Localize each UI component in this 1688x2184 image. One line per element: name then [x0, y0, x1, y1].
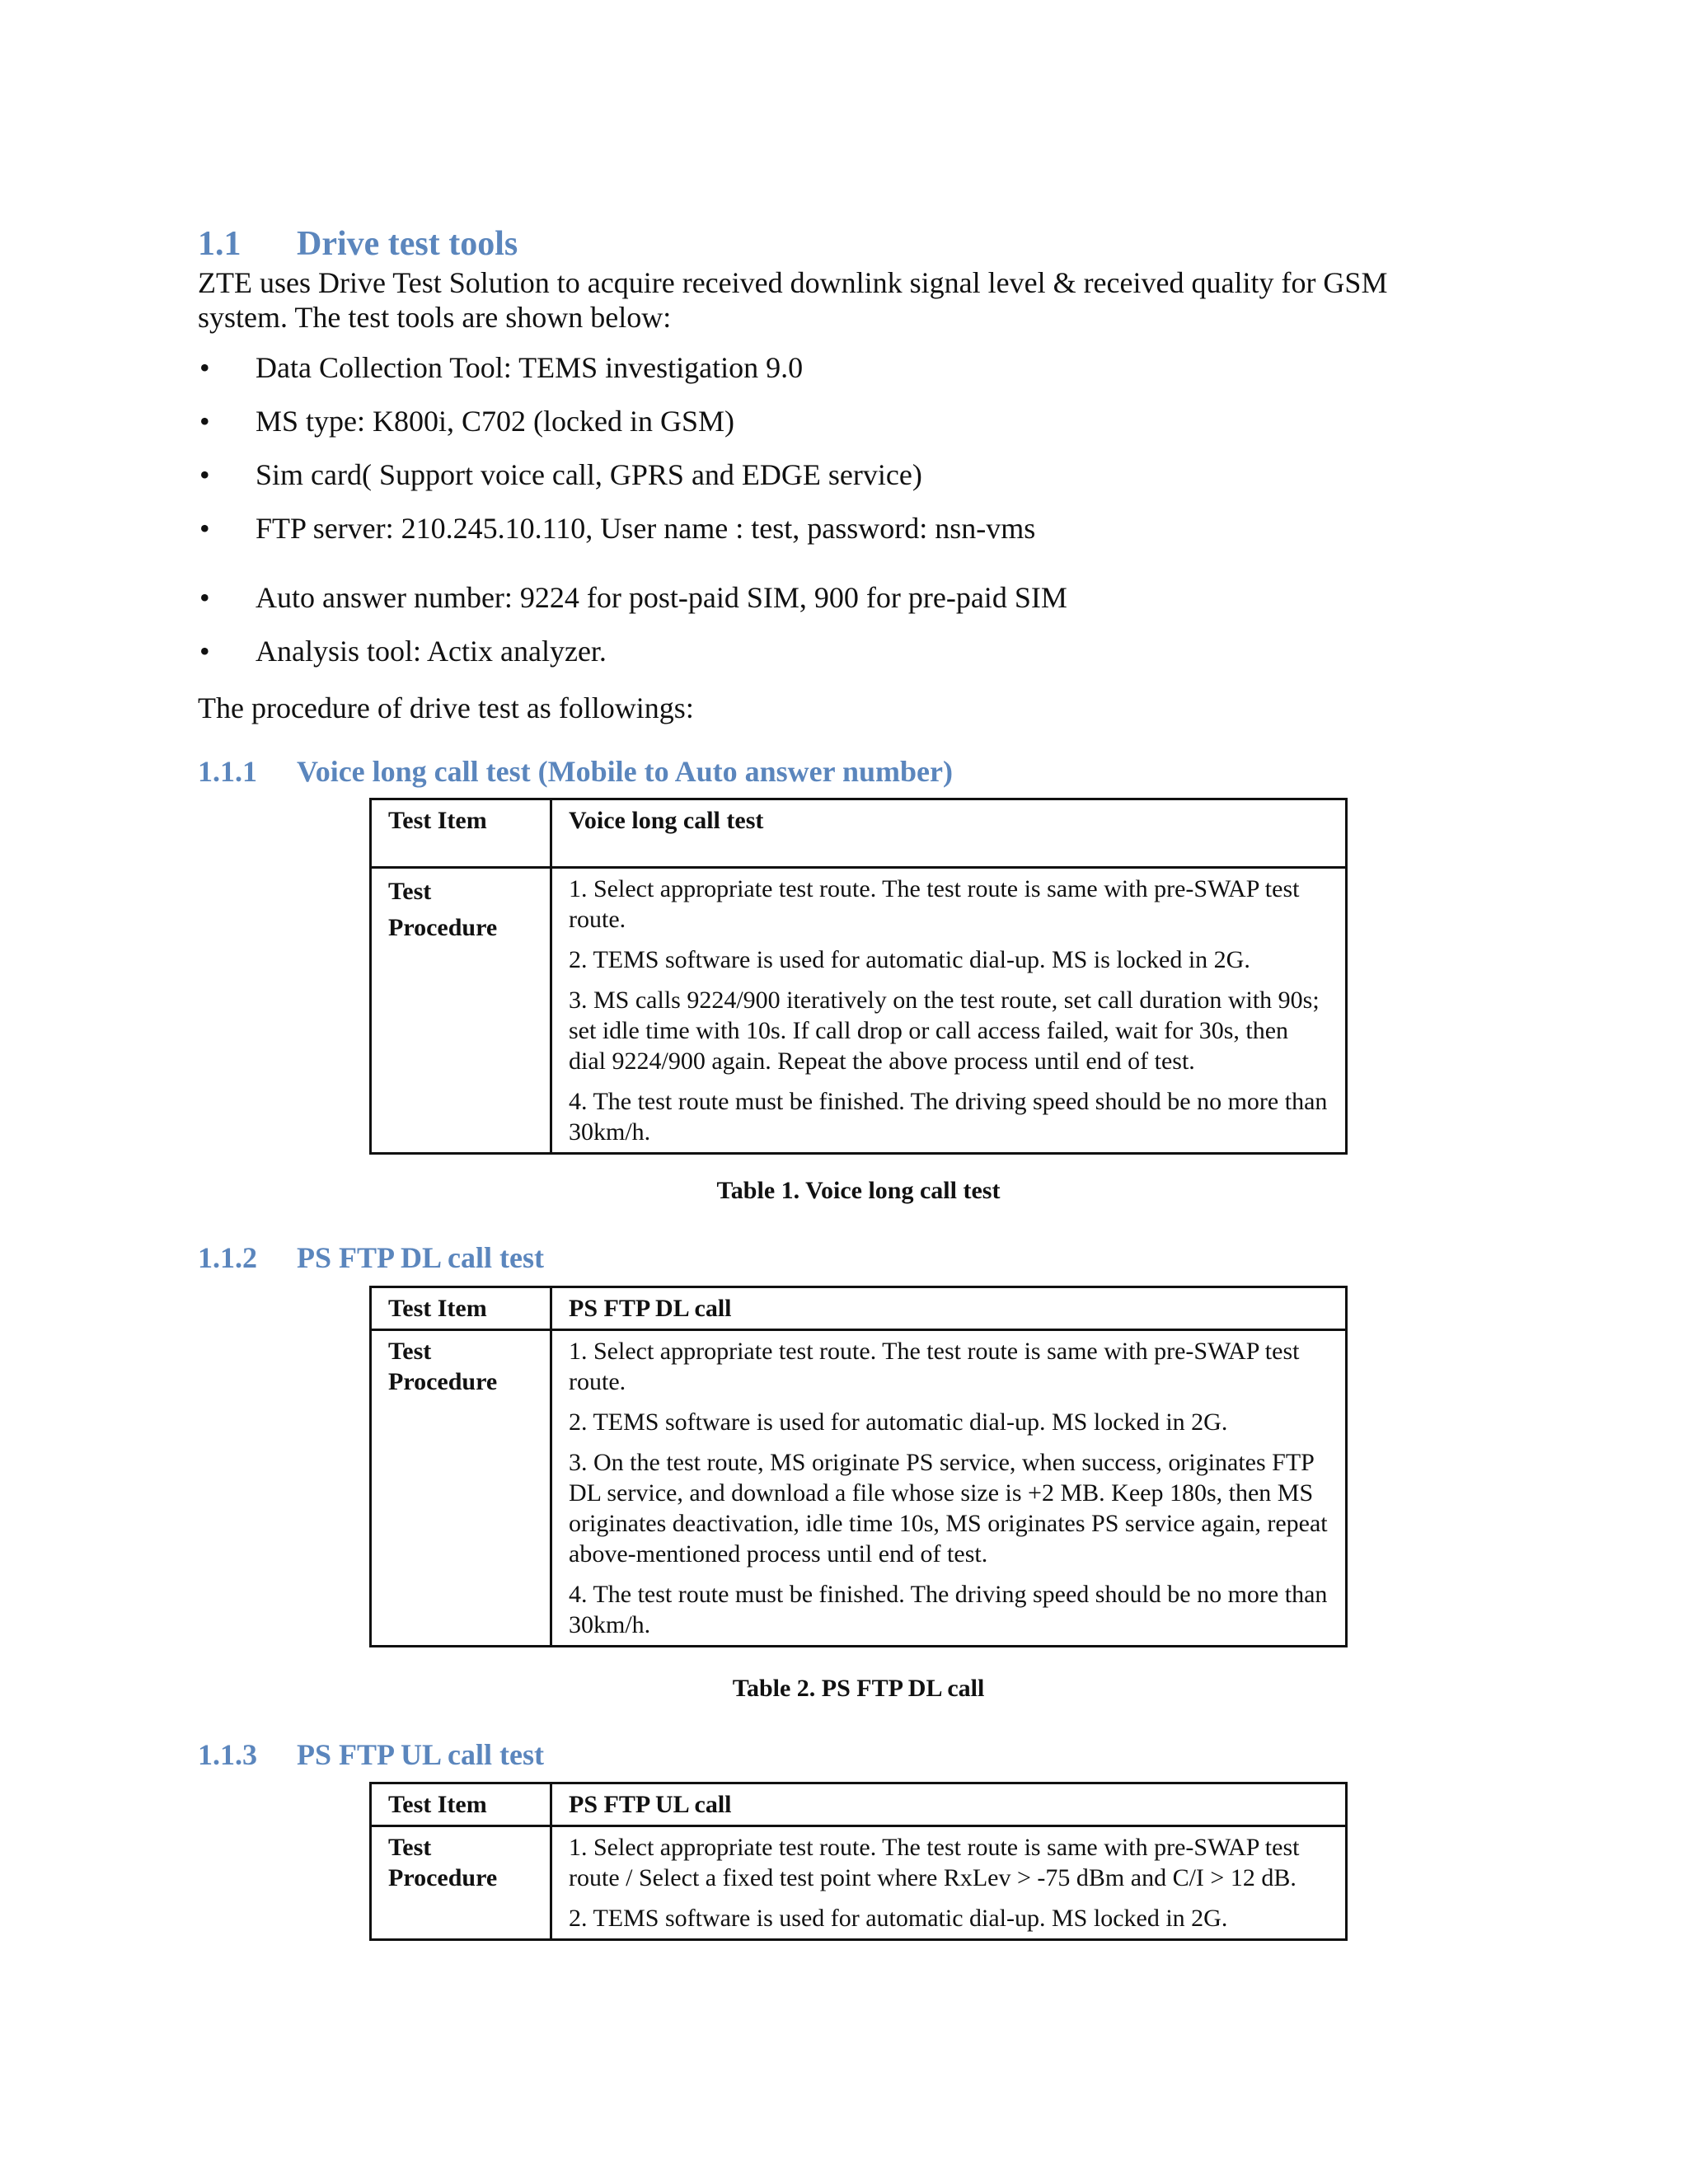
- test-procedure-label: Test Procedure: [371, 868, 551, 1154]
- table-row: [371, 1826, 1347, 1940]
- list-item: [198, 634, 1434, 668]
- procedure-step: 1. Select appropriate test route. The test route is same with pre-SWAP test route / Select a fixed test point where RxLev > -75 dBm and C/I > 12 dB.: [569, 1834, 1300, 1891]
- test-item-label: Test Item: [371, 799, 551, 868]
- ftp-dl-table: [369, 1286, 1348, 1647]
- procedure-step: 4. The test route must be finished. The driving speed should be no more than 30km/h.: [569, 1581, 1328, 1638]
- procedure-step: 1. Select appropriate test route. The test route is same with pre-SWAP test route.: [569, 875, 1300, 933]
- voice-call-table: [369, 798, 1348, 1155]
- table-row: [371, 1783, 1347, 1826]
- procedure-step: 3. MS calls 9224/900 iteratively on the test route, set call duration with 90s; set idle time with 10s. If call drop or call access failed, wait for 30s, then dial 9224/900 again. Repeat the above process until end of test.: [569, 987, 1320, 1075]
- list-item: [198, 580, 1434, 615]
- table-row: [371, 799, 1347, 868]
- test-procedure-steps: [551, 868, 1347, 1154]
- table-row: [371, 1287, 1347, 1330]
- subsection-title: PS FTP UL call test: [297, 1738, 544, 1771]
- test-item-value: PS FTP UL call: [551, 1783, 1347, 1826]
- subsection-title: Voice long call test (Mobile to Auto answer number): [297, 755, 953, 788]
- list-item-text: Auto answer number: 9224 for post-paid SIM, 900 for pre-paid SIM: [256, 581, 1067, 614]
- section-heading: [198, 224, 518, 264]
- list-item-text: MS type: K800i, C702 (locked in GSM): [256, 405, 734, 438]
- test-procedure-steps: [551, 1330, 1347, 1647]
- table-row: [371, 1330, 1347, 1647]
- subsection-heading-ul: [198, 1737, 544, 1772]
- list-item: [198, 511, 1434, 546]
- test-procedure-label: Test Procedure: [371, 1826, 551, 1940]
- list-item-text: Data Collection Tool: TEMS investigation 9.0: [256, 351, 804, 384]
- bullet-glyph: •: [199, 351, 210, 384]
- list-item: [198, 404, 1434, 438]
- subsection-heading-voice: [198, 754, 953, 789]
- test-procedure-steps: [551, 1826, 1347, 1940]
- section-title: Drive test tools: [297, 225, 518, 263]
- list-item: [198, 457, 1434, 492]
- subsection-heading-dl: [198, 1240, 544, 1275]
- list-item-text: Sim card( Support voice call, GPRS and EDGE service): [256, 458, 922, 491]
- table-row: [371, 868, 1347, 1154]
- list-item: [198, 350, 1434, 385]
- table-caption: Table 1. Voice long call test: [716, 1177, 1001, 1204]
- subsection-number: 1.1.1: [198, 755, 257, 788]
- test-item-value: PS FTP DL call: [551, 1287, 1347, 1330]
- procedure-step: 2. TEMS software is used for automatic dial-up. MS is locked in 2G.: [569, 946, 1250, 973]
- subsection-number: 1.1.2: [198, 1241, 257, 1274]
- tools-list: [198, 350, 1434, 687]
- procedure-step: 1. Select appropriate test route. The test route is same with pre-SWAP test route.: [569, 1338, 1300, 1395]
- bullet-glyph: •: [199, 512, 210, 545]
- procedure-intro: The procedure of drive test as followings:: [198, 691, 694, 724]
- test-item-label: Test Item: [371, 1287, 551, 1330]
- bullet-glyph: •: [199, 581, 210, 614]
- procedure-step: 3. On the test route, MS originate PS service, when success, originates FTP DL service, and download a file whose size is +2 MB. Keep 180s, then MS originates deactivation, idle time 10s, MS originates PS service again, repeat above-mentioned process until end of test.: [569, 1449, 1328, 1568]
- bullet-glyph: •: [199, 405, 210, 438]
- bullet-glyph: •: [199, 458, 210, 491]
- procedure-step: 2. TEMS software is used for automatic dial-up. MS locked in 2G.: [569, 1905, 1228, 1932]
- procedure-step: 2. TEMS software is used for automatic dial-up. MS locked in 2G.: [569, 1408, 1228, 1436]
- test-item-label: Test Item: [371, 1783, 551, 1826]
- subsection-number: 1.1.3: [198, 1738, 257, 1771]
- list-item-text: Analysis tool: Actix analyzer.: [256, 635, 607, 668]
- table-caption: Table 2. PS FTP DL call: [732, 1675, 985, 1702]
- subsection-title: PS FTP DL call test: [297, 1241, 544, 1274]
- intro-paragraph: ZTE uses Drive Test Solution to acquire received downlink signal level & received quality for GSM system. The test tools are shown below:: [198, 266, 1388, 334]
- list-item-text: FTP server: 210.245.10.110, User name : test, password: nsn-vms: [256, 512, 1036, 545]
- ftp-ul-table: [369, 1782, 1348, 1941]
- procedure-step: 4. The test route must be finished. The driving speed should be no more than 30km/h.: [569, 1088, 1328, 1146]
- test-procedure-label: Test Procedure: [371, 1330, 551, 1647]
- bullet-glyph: •: [199, 635, 210, 668]
- test-item-value: Voice long call test: [551, 799, 1347, 868]
- section-number: 1.1: [198, 225, 241, 263]
